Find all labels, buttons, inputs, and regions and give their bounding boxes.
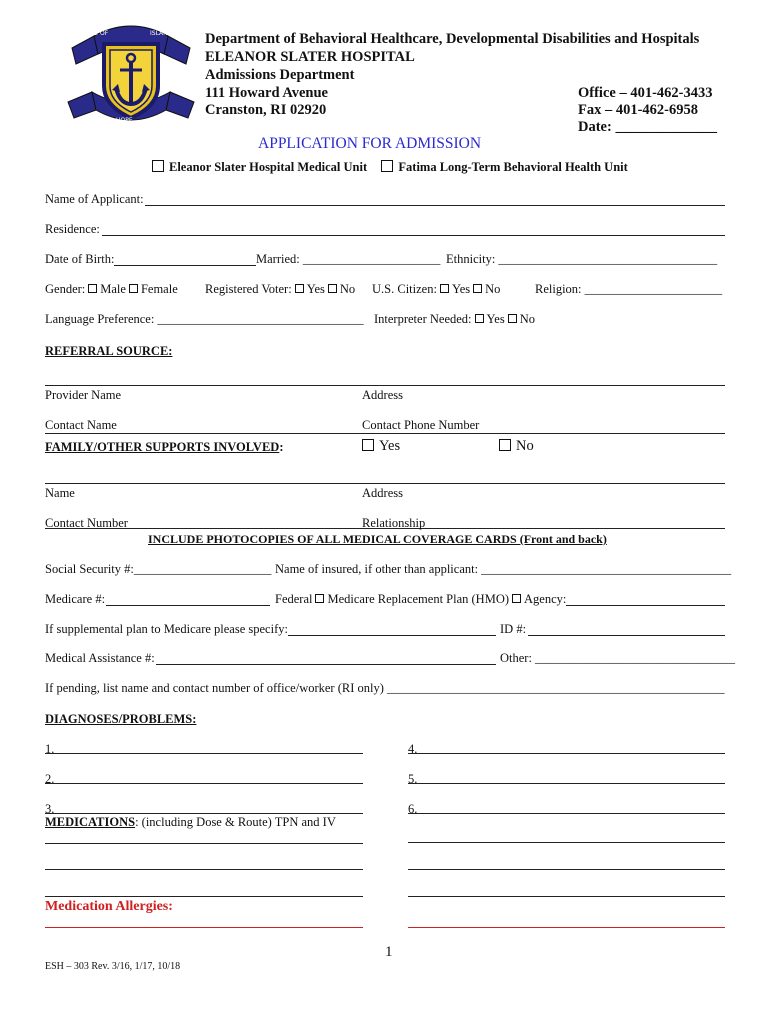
medicare-label: Medicare #: xyxy=(45,592,106,606)
agency-label: Agency: xyxy=(524,592,567,606)
page-number: 1 xyxy=(385,944,393,960)
diagnoses-heading: DIAGNOSES/PROBLEMS: xyxy=(45,712,197,726)
voter-label: Registered Voter: xyxy=(205,282,292,296)
medications-note: : (including Dose & Route) TPN and IV xyxy=(135,815,336,829)
replacement-checkbox[interactable] xyxy=(315,594,324,603)
coverage-heading: INCLUDE PHOTOCOPIES OF ALL MEDICAL COVERAGE CARDS (Front and back) xyxy=(148,532,607,546)
supplemental-field[interactable] xyxy=(288,635,496,636)
replacement-label: Medicare Replacement Plan (HMO) xyxy=(327,592,510,606)
ethnicity-field[interactable]: Ethnicity: ___________________________________ xyxy=(446,252,718,266)
provider-address-label: Address xyxy=(362,388,403,402)
diagnosis-3-field[interactable] xyxy=(45,813,363,814)
insured-field[interactable]: Name of insured, if other than applicant: ________________________________________ xyxy=(275,562,732,576)
interpreter-label: Interpreter Needed: xyxy=(374,312,472,326)
voter-yes-label: Yes xyxy=(306,282,325,296)
agency-checkbox[interactable] xyxy=(512,594,521,603)
hospital-name: ELEANOR SLATER HOSPITAL xyxy=(205,49,415,65)
unit-options xyxy=(152,160,628,175)
other-field[interactable]: Other: ________________________________ xyxy=(500,651,736,665)
family-line-1[interactable] xyxy=(45,483,725,484)
id-label: ID #: xyxy=(500,622,527,636)
family-no-label: No xyxy=(516,438,534,454)
diagnosis-4-field[interactable] xyxy=(408,753,725,754)
interpreter-yes-label: Yes xyxy=(486,312,505,326)
voter-row xyxy=(205,282,355,297)
voter-no-label: No xyxy=(339,282,356,296)
diagnosis-6-label: 6. xyxy=(408,802,418,816)
gender-label: Gender: xyxy=(45,282,86,296)
medications-heading: MEDICATIONS xyxy=(45,815,136,829)
unit1-checkbox[interactable] xyxy=(152,160,164,172)
male-checkbox[interactable] xyxy=(88,284,97,293)
medication-line-2[interactable] xyxy=(45,843,363,844)
street-address: 111 Howard Avenue xyxy=(205,85,328,101)
seal-text-right: ISLAND xyxy=(150,30,173,37)
allergies-line-1[interactable] xyxy=(45,927,363,928)
id-field[interactable] xyxy=(528,635,725,636)
pending-field[interactable]: If pending, list name and contact number of office/worker (RI only) ______________________________________________________ xyxy=(45,681,725,695)
female-label: Female xyxy=(140,282,178,296)
family-relationship-label: Relationship xyxy=(362,516,426,530)
citizen-label: U.S. Citizen: xyxy=(372,282,437,296)
applicant-name-label: Name of Applicant: xyxy=(45,192,144,206)
medicare-options xyxy=(275,592,566,607)
medications-heading-row xyxy=(45,815,336,830)
form-title: APPLICATION FOR ADMISSION xyxy=(258,135,482,152)
family-heading: FAMILY/OTHER SUPPORTS INVOLVED xyxy=(45,440,280,454)
family-yes-checkbox[interactable] xyxy=(362,439,374,451)
dob-label: Date of Birth: xyxy=(45,252,115,266)
citizen-row xyxy=(372,282,500,297)
applicant-name-field[interactable] xyxy=(145,205,725,206)
allergies-line-2[interactable] xyxy=(408,927,725,928)
residence-label: Residence: xyxy=(45,222,100,236)
voter-no-checkbox[interactable] xyxy=(328,284,337,293)
provider-name-label: Provider Name xyxy=(45,388,122,402)
male-label: Male xyxy=(100,282,126,296)
federal-label: Federal xyxy=(275,592,313,606)
gender-row xyxy=(45,282,178,297)
date-field[interactable]: Date: ______________ xyxy=(578,119,717,135)
medication-line-1[interactable] xyxy=(408,842,725,843)
family-no-option xyxy=(499,438,534,455)
form-revision: ESH – 303 Rev. 3/16, 1/17, 10/18 xyxy=(45,961,181,972)
medication-line-4[interactable] xyxy=(408,869,725,870)
admissions-department: Admissions Department xyxy=(205,67,355,83)
ssn-field[interactable]: Social Security #:______________________ xyxy=(45,562,272,576)
citizen-no-checkbox[interactable] xyxy=(473,284,482,293)
religion-field[interactable]: Religion: ______________________ xyxy=(535,282,723,296)
family-address-label: Address xyxy=(362,486,403,500)
interpreter-no-label: No xyxy=(519,312,535,326)
diagnosis-2-label: 2. xyxy=(45,772,55,786)
diagnosis-5-field[interactable] xyxy=(408,783,725,784)
interpreter-yes-checkbox[interactable] xyxy=(475,314,484,323)
medication-line-6[interactable] xyxy=(408,896,725,897)
department-name: Department of Behavioral Healthcare, Developmental Disabilities and Hospitals xyxy=(205,31,700,47)
seal-text-bottom: HOPE xyxy=(116,117,133,124)
married-field[interactable]: Married: ______________________ xyxy=(256,252,441,266)
referral-line-2[interactable] xyxy=(45,433,725,434)
office-phone: Office – 401-462-3433 xyxy=(578,85,713,101)
seal-text-top: SHOOP xyxy=(112,15,134,22)
medicare-field[interactable] xyxy=(106,605,270,606)
diagnosis-1-field[interactable] xyxy=(45,753,363,754)
language-field[interactable]: Language Preference: _________________________________ xyxy=(45,312,364,326)
diagnosis-6-field[interactable] xyxy=(408,813,725,814)
medication-line-3[interactable] xyxy=(45,869,363,870)
diagnosis-2-field[interactable] xyxy=(45,783,363,784)
fax-number: Fax – 401-462-6958 xyxy=(578,102,699,118)
agency-field[interactable] xyxy=(566,605,725,606)
diagnosis-5-label: 5. xyxy=(408,772,418,786)
dob-field[interactable] xyxy=(114,265,256,266)
contact-phone-label: Contact Phone Number xyxy=(362,418,480,432)
family-contact-label: Contact Number xyxy=(45,516,128,530)
female-checkbox[interactable] xyxy=(129,284,138,293)
supplemental-label: If supplemental plan to Medicare please specify: xyxy=(45,622,288,636)
seal-text-left: STATE OF xyxy=(80,30,109,37)
interpreter-row xyxy=(374,312,535,327)
family-yes-option xyxy=(362,438,400,455)
citizen-yes-label: Yes xyxy=(451,282,471,296)
unit1-label: Eleanor Slater Hospital Medical Unit xyxy=(169,160,368,174)
citizen-yes-checkbox[interactable] xyxy=(440,284,449,293)
medication-line-5[interactable] xyxy=(45,896,363,897)
allergies-label: Medication Allergies: xyxy=(45,899,173,914)
unit2-checkbox[interactable] xyxy=(381,160,393,172)
contact-name-label: Contact Name xyxy=(45,418,117,432)
family-no-checkbox[interactable] xyxy=(499,439,511,451)
referral-line-1[interactable] xyxy=(45,385,725,386)
referral-heading: REFERRAL SOURCE: xyxy=(45,344,173,358)
interpreter-no-checkbox[interactable] xyxy=(508,314,517,323)
assistance-label: Medical Assistance #: xyxy=(45,651,155,665)
residence-field[interactable] xyxy=(102,235,725,236)
assistance-field[interactable] xyxy=(156,664,496,665)
citizen-no-label: No xyxy=(485,282,501,296)
diagnosis-4-label: 4. xyxy=(408,742,418,756)
family-heading-row xyxy=(45,440,283,455)
family-yes-label: Yes xyxy=(379,438,401,454)
voter-yes-checkbox[interactable] xyxy=(295,284,304,293)
diagnosis-3-label: 3. xyxy=(45,802,55,816)
diagnosis-1-label: 1. xyxy=(45,742,55,756)
city-address: Cranston, RI 02920 xyxy=(205,102,327,118)
family-name-label: Name xyxy=(45,486,75,500)
family-heading-colon: : xyxy=(279,440,284,454)
unit2-label: Fatima Long-Term Behavioral Health Unit xyxy=(398,160,628,174)
